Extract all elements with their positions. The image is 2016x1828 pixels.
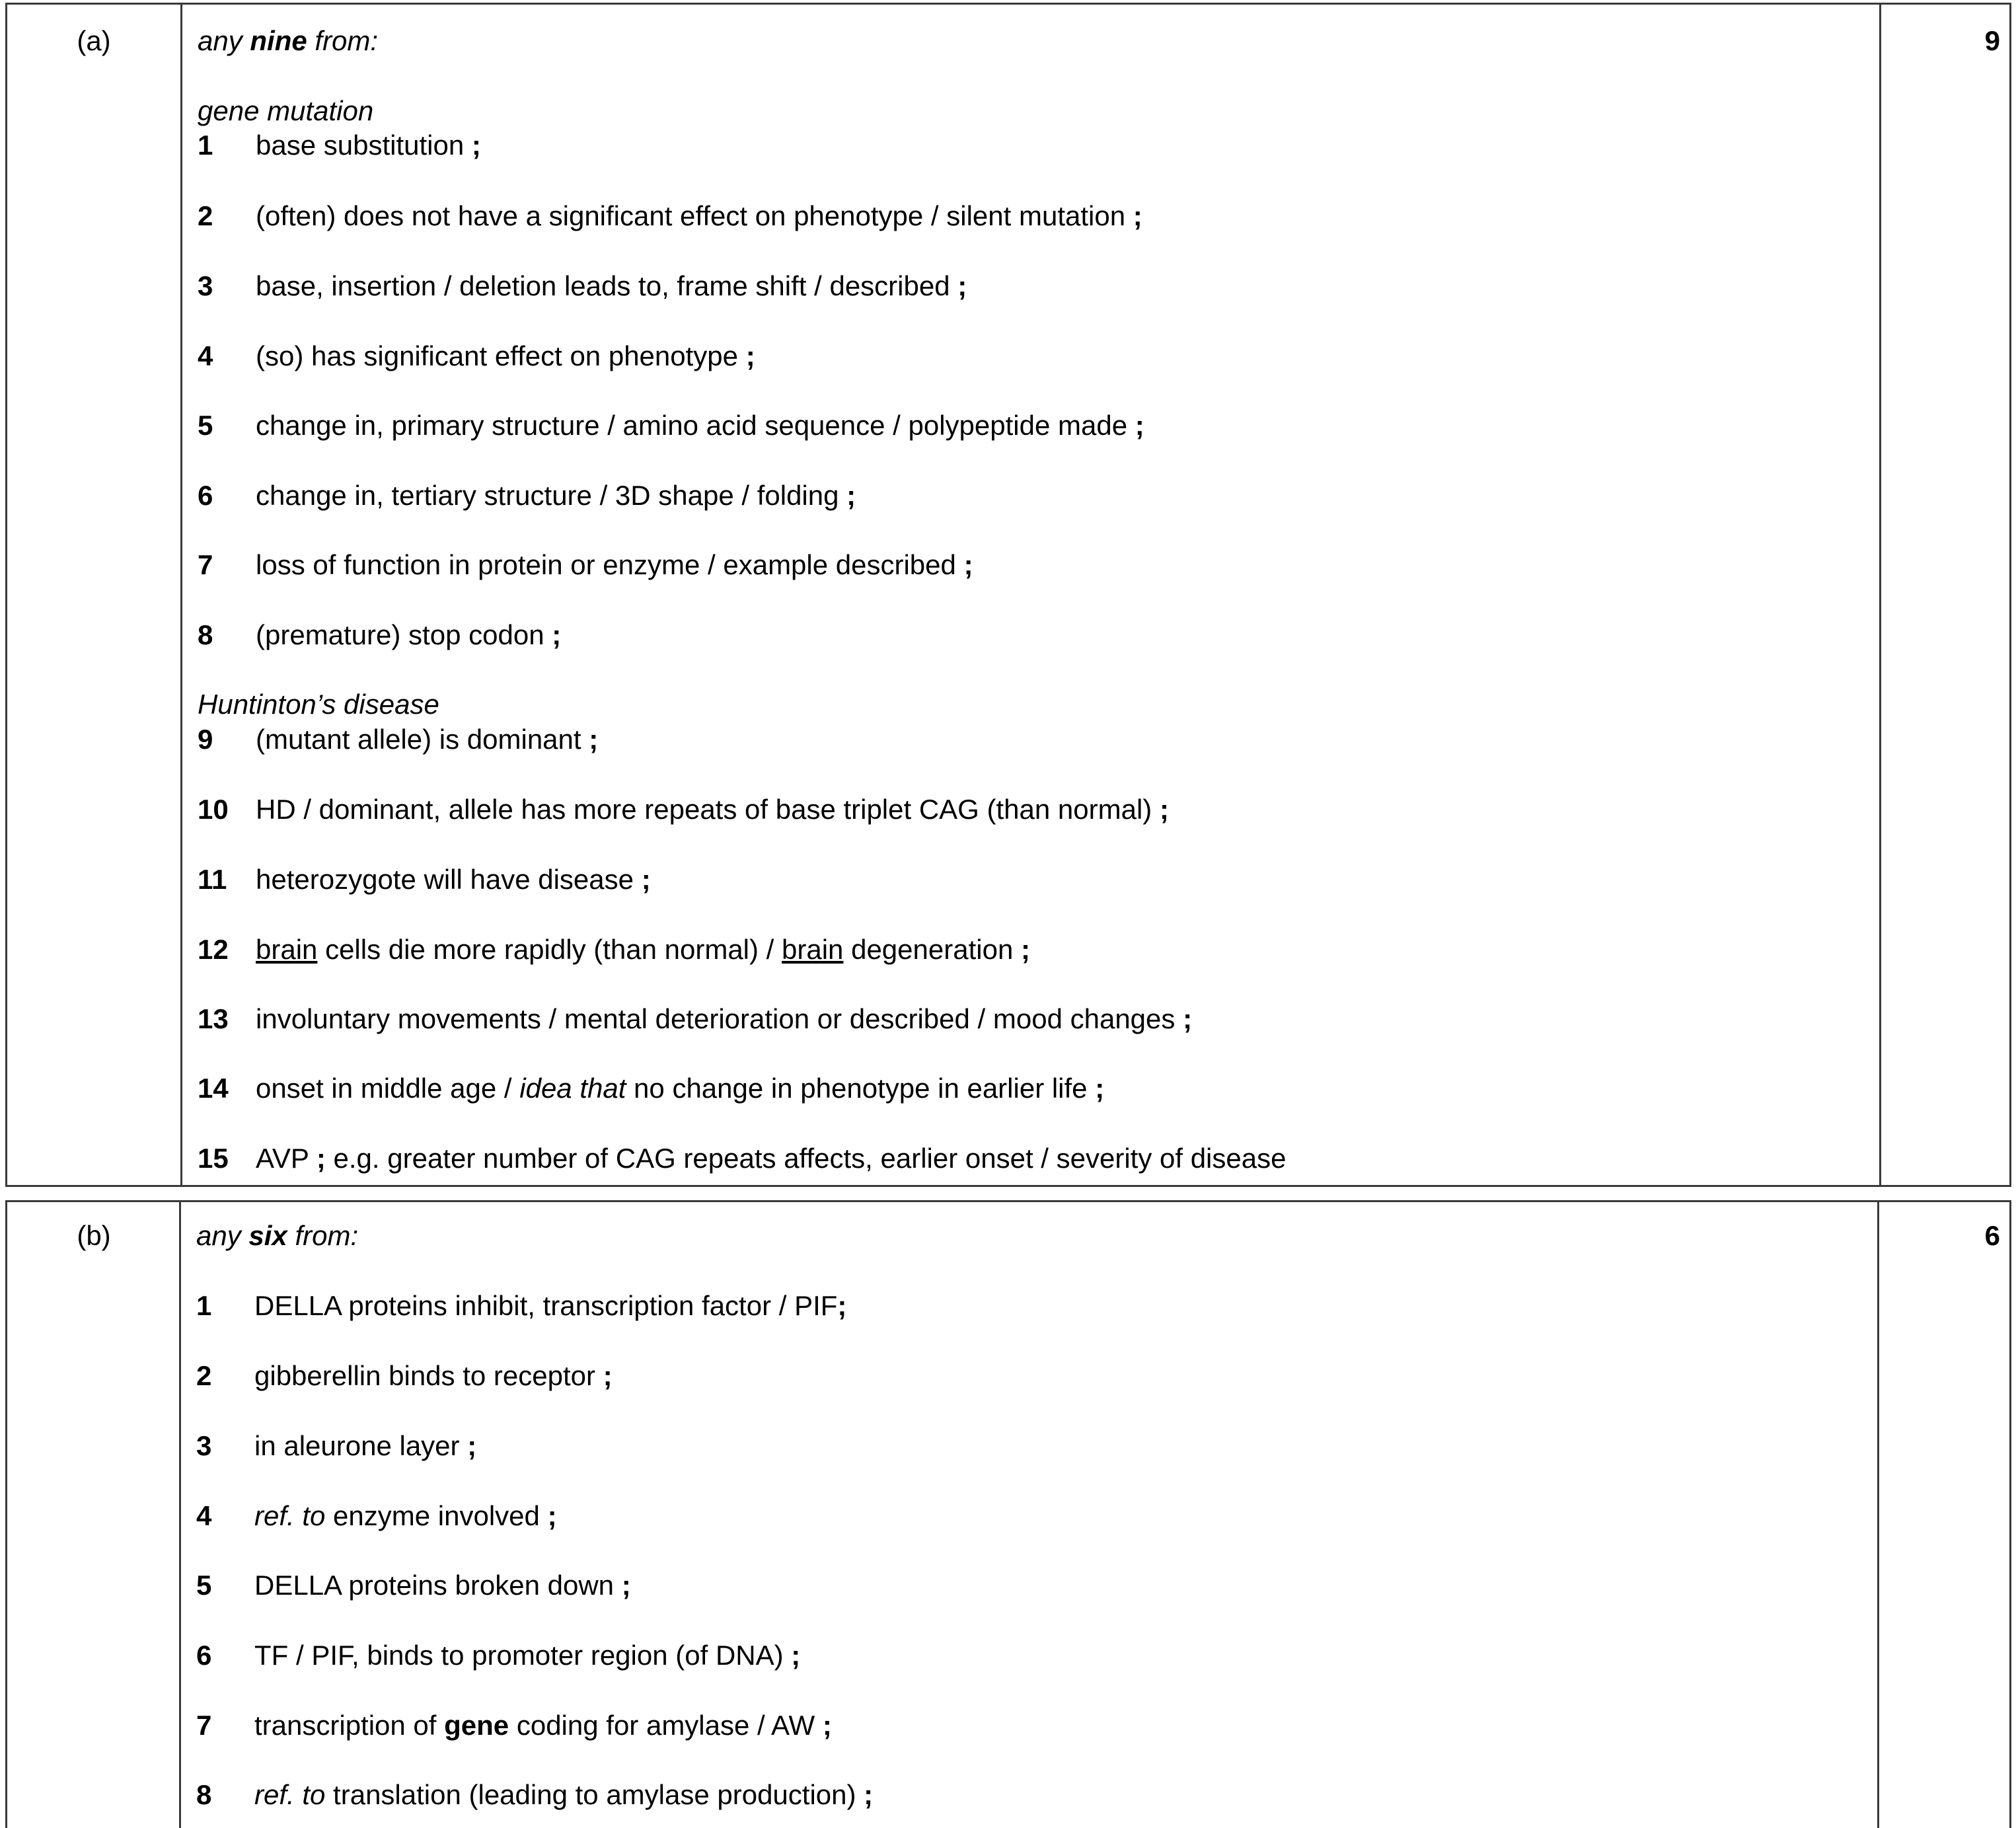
part-a-table: (a) 9 any nine from: gene mutation 1 base substitution ; 2 (often) does not have a significant effect on phenotype / silent mutation ; 3 base, insertion / deletion leads to, frame shift / described ; 4 (so) has significant effect on phenotype ; 5 change in, primary structure / amino acid sequence / polypeptide made ; 6 change in, tertiary structure / 3D shape / folding ; 7 loss of function in protein or enzyme / example described ; 8 (premature) stop codon ; Huntinton’s disease 9 (mutant allele) is dominant ; 10 HD / dominant, allele has more repeats of base triplet CAG (than normal) ; 11 heterozygote will have disease ; 12 brain cells die more rapidly (than normal) / brain degeneration ; 13 involuntary movements / mental deterioration or described / mood changes ; 14 onset in middle age / idea that no change in phenotype in earlier life ; 15 AVP ; e.g. greater number of CAG repeats affects, earlier onset / severity of disease <box>5 3 2011 1187</box>
part-label: (b) <box>77 1220 111 1251</box>
column-divider <box>180 5 182 1185</box>
section-heading: gene mutation <box>198 95 374 126</box>
instruction: any nine from: <box>198 25 379 56</box>
column-divider <box>1877 1202 1879 1828</box>
column-divider <box>1879 5 1881 1185</box>
part-b-table: (b) 6 any six from: 1 DELLA proteins inhibit, transcription factor / PIF; 2 gibberellin binds to receptor ; 3 in aleurone layer ; 4 ref. to enzyme involved ; 5 DELLA proteins broken down ; 6 TF / PIF, binds to promoter region (of DNA) ; 7 transcription of gene coding for amylase / AW ; 8 ref. to translation (leading to amylase production) ; <box>5 1200 2011 1828</box>
part-label: (a) <box>77 25 111 56</box>
marks-total: 6 <box>1984 1220 2000 1251</box>
instruction: any six from: <box>196 1220 359 1251</box>
section-heading: Huntinton’s disease <box>198 689 439 720</box>
marks-total: 9 <box>1984 25 2000 56</box>
column-divider <box>179 1202 181 1828</box>
